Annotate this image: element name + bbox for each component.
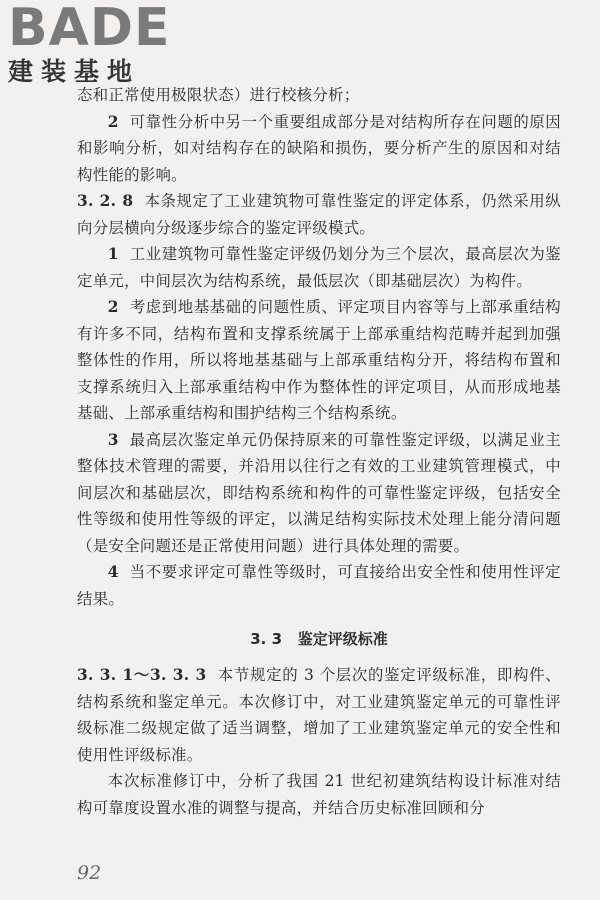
paragraph-item-2b: 2 考虑到地基基础的问题性质、评定项目内容等与上部承重结构有许多不同，结构布置和支撑系统属于上部承重结构范畴并起到加强整体性的作用，所以将地基基础与上部承重结构分开，将结构布置和支撑系统归入上部承重结构中作为整体性的评定项目，从而形成地基基础、上部承重结构和围护结构三个结构系统。 xyxy=(77,298,561,422)
logo-wordmark xyxy=(8,0,178,58)
paragraph-item-4: 4 当不要求评定可靠性等级时，可直接给出安全性和使用性评定结果。 xyxy=(77,563,561,608)
clause-3-2-8: 3. 2. 8 本条规定了工业建筑物可靠性鉴定的评定体系，仍然采用纵向分层横向分级逐步综合的鉴定评级模式。 xyxy=(77,192,561,237)
paragraph-item-3: 3 最高层次鉴定单元仍保持原来的可靠性鉴定评级，以满足业主整体技术管理的需要，并沿用以往行之有效的工业建筑管理模式，中间层次和基础层次，即结构系统和构件的可靠性鉴定评级，包括安全性等级和使用性等级的评定，以满足结构实际技术处理上能分清问题（是安全问题还是正常使用问题）进行具体处理的需要。 xyxy=(77,430,561,555)
paragraph-item-1: 1 工业建筑物可靠性鉴定评级仍划分为三个层次，最高层次为鉴定单元，中间层次为结构系统，最低层次（即基础层次）为构件。 xyxy=(77,245,561,290)
page-number: 92 xyxy=(77,862,102,884)
clause-3-3-1: 3. 3. 1～3. 3. 3 本节规定的 3 个层次的鉴定评级标准，即构件、结构系统和鉴定单元。本次修订中，对工业建筑鉴定单元的可靠性评级标准二级规定做了适当调整，增加了工业建筑鉴定单元的安全性和使用性评级标准。 xyxy=(77,666,561,764)
paragraph-continuation: 态和正常使用极限状态）进行校核分析； xyxy=(77,86,360,104)
paragraph-revision: 本次标准修订中，分析了我国 21 世纪初建筑结构设计标准对结构可靠度设置水准的调整与提高，并结合历史标准回顾和分 xyxy=(77,772,561,817)
paragraph-item-2: 2 可靠性分析中另一个重要组成部分是对结构所存在问题的原因和影响分析，如对结构存在的缺陷和损伤，要分析产生的原因和对结构性能的影响。 xyxy=(77,112,561,184)
logo-word: BADE xyxy=(8,0,171,58)
bade-logo xyxy=(8,2,178,92)
logo-subtitle: 建装基地 xyxy=(8,57,141,86)
document-body xyxy=(77,82,561,821)
section-heading: 3. 3 鉴定评级标准 xyxy=(250,630,388,648)
